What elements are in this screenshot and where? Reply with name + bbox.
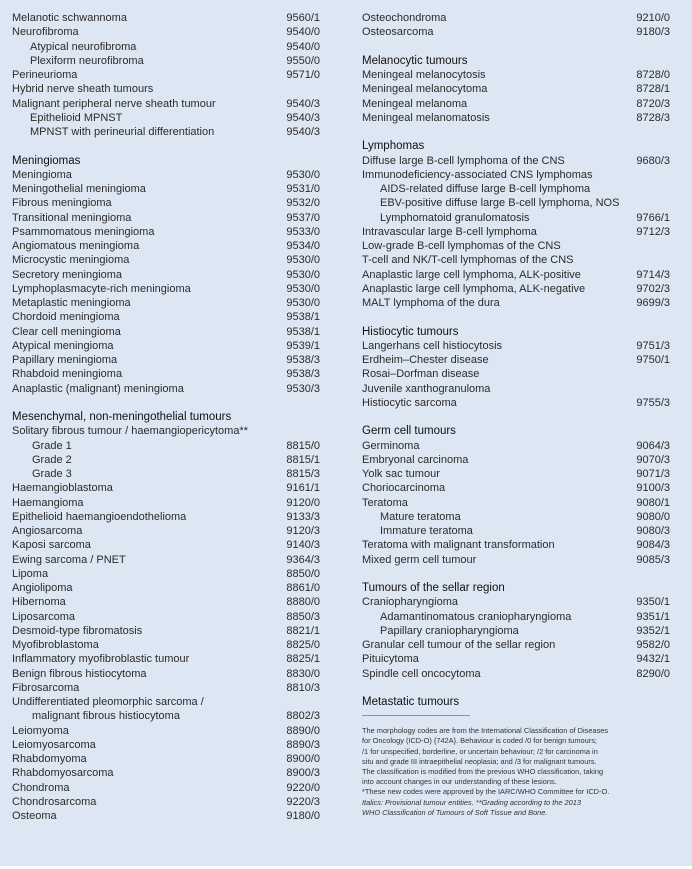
footnote-line: situ and grade III intraepithelial neoplasia; and /3 for malignant tumours. [362,756,597,766]
footnote-line: into account changes in our understanding of these lesions. [362,777,557,787]
tumour-entry [12,168,320,182]
tumour-entry [362,439,670,453]
icd-o-code: 9220/3 [286,795,320,808]
icd-o-code: 8815/1 [286,453,320,466]
icd-o-code: 8850/3 [286,610,320,623]
tumour-entry [12,567,320,581]
tumour-entry [12,581,320,595]
tumour-name: Atypical meningioma [12,339,114,352]
icd-o-code: 8728/3 [636,111,670,124]
footnote-line: Italics: Provisional tumour entities. **Grading according to the 2013 [362,797,581,807]
icd-o-code: 9540/3 [286,97,320,110]
tumour-name: Inflammatory myofibroblastic tumour [12,653,190,666]
icd-o-code: 9550/0 [286,54,320,67]
tumour-name: Spindle cell oncocytoma [362,667,481,680]
tumour-entry [12,239,320,253]
footnotes [362,726,670,818]
icd-o-code: 9100/3 [636,482,670,495]
section-heading [362,325,670,339]
section-heading-title: Mesenchymal, non-meningothelial tumours [12,411,232,423]
tumour-name: Immunodeficiency-associated CNS lymphomas [362,168,593,181]
tumour-entry [362,638,670,652]
section-heading [362,581,670,595]
footnote-line: WHO Classification of Tumours of Soft Tissue and Bone. [362,807,548,817]
tumour-entry [362,211,670,225]
tumour-entry [362,624,670,638]
icd-o-code: 9755/3 [636,396,670,409]
tumour-name: Langerhans cell histiocytosis [362,339,503,352]
tumour-entry [362,353,670,367]
icd-o-code: 9537/0 [286,211,320,224]
tumour-name: Chondroma [12,781,70,794]
tumour-entry [12,325,320,339]
tumour-entry [12,382,320,396]
icd-o-code: 8825/1 [286,653,320,666]
tumour-name: Rosai–Dorfman disease [362,368,480,381]
tumour-name: Anaplastic large cell lymphoma, ALK-negative [362,282,586,295]
tumour-name: Meningeal melanoma [362,97,468,110]
icd-o-code: 9571/0 [286,69,320,81]
tumour-entry [12,610,320,624]
tumour-name: Choriocarcinoma [362,482,446,495]
tumour-entry [362,367,670,381]
tumour-entry [362,553,670,567]
icd-o-code: 9352/1 [636,624,670,637]
section-spacer [362,125,670,139]
section-heading [362,54,670,68]
tumour-name: Fibrous meningioma [12,197,112,210]
tumour-name: Hibernoma [12,596,66,609]
tumour-name: Leiomyoma [12,724,69,737]
section-heading [12,154,320,168]
icd-o-code: 9364/3 [286,553,320,566]
icd-o-code: 9533/0 [286,225,320,238]
tumour-entry [12,638,320,652]
icd-o-code: 8815/3 [286,468,320,480]
tumour-entry [362,25,670,39]
tumour-entry [362,652,670,666]
icd-o-code: 9534/0 [286,240,320,252]
icd-o-code: 8728/0 [636,69,670,81]
tumour-name: Papillary craniopharyngioma [380,624,519,637]
tumour-name: Histiocytic sarcoma [362,396,457,409]
tumour-name: Hybrid nerve sheath tumours [12,83,154,96]
icd-o-code: 9133/3 [286,510,320,523]
icd-o-code: 8802/3 [286,710,320,723]
icd-o-code: 8821/1 [286,624,320,637]
tumour-name: Embryonal carcinoma [362,453,469,466]
footnote-line: The classification is modified from the previous WHO classification, taking [362,767,604,777]
tumour-entry [12,809,320,823]
icd-o-code: 9180/0 [286,810,320,822]
tumour-entry [362,168,670,182]
tumour-name: Adamantinomatous craniopharyngioma [380,610,572,623]
section-spacer [362,310,670,324]
tumour-entry [12,781,320,795]
icd-o-code: 9064/3 [636,439,670,452]
tumour-name: Desmoid-type fibromatosis [12,624,143,637]
icd-o-code: 9180/3 [636,26,670,39]
tumour-entry [12,424,320,438]
tumour-name: malignant fibrous histiocytoma [32,710,180,723]
tumour-name: Meningioma [12,168,72,181]
tumour-name: Meningeal melanomatosis [362,111,490,124]
tumour-entry [362,396,670,410]
tumour-name: Psammomatous meningioma [12,225,155,238]
icd-o-code: 8728/1 [636,83,670,96]
tumour-entry [362,382,670,396]
tumour-name: Malignant peripheral nerve sheath tumour [12,97,216,110]
icd-o-code: 9751/3 [636,339,670,352]
section-heading-title: Germ cell tumours [362,425,456,438]
icd-o-code: 9538/3 [286,354,320,366]
section-spacer [12,396,320,410]
tumour-name: Grade 2 [32,453,72,466]
tumour-name: Benign fibrous histiocytoma [12,667,147,680]
tumour-entry [362,154,670,168]
tumour-name: Granular cell tumour of the sellar region [362,639,556,651]
tumour-entry [362,296,670,310]
tumour-name: Diffuse large B-cell lymphoma of the CNS [362,154,565,167]
section-heading-title: Lymphomas [362,140,425,153]
icd-o-code: 9702/3 [636,282,670,295]
tumour-entry [12,766,320,780]
icd-o-code: 9538/1 [286,311,320,324]
tumour-name: Meningeal melanocytoma [362,83,488,96]
tumour-entry [12,310,320,324]
tumour-name: Immature teratoma [380,525,473,537]
tumour-entry [362,595,670,609]
tumour-name: T-cell and NK/T-cell lymphomas of the CNS [362,254,574,267]
tumour-name: Angiomatous meningioma [12,240,140,252]
tumour-entry [362,68,670,82]
tumour-name: Plexiform neurofibroma [30,54,144,67]
tumour-name: Osteoma [12,810,57,822]
tumour-entry [362,524,670,538]
tumour-name: Epithelioid MPNST [30,111,123,124]
section-heading-title: Meningiomas [12,154,81,167]
icd-o-code: 8720/3 [636,97,670,110]
icd-o-code: 9538/3 [286,368,320,381]
tumour-entry [362,510,670,524]
section-spacer [12,139,320,153]
tumour-entry [12,553,320,567]
icd-o-code: 9161/1 [286,482,320,495]
tumour-name: Lymphoplasmacyte-rich meningioma [12,282,191,295]
tumour-entry [362,481,670,495]
tumour-entry [362,182,670,196]
tumour-name: Haemangioblastoma [12,482,113,495]
tumour-entry [362,97,670,111]
icd-o-code: 9531/0 [286,183,320,195]
tumour-entry [12,439,320,453]
tumour-entry [362,239,670,253]
tumour-entry [12,624,320,638]
footnote-line: /1 for unspecified, borderline, or uncertain behaviour; /2 for carcinoma in [362,746,598,756]
tumour-entry [12,738,320,752]
tumour-name: Perineurioma [12,69,78,81]
icd-o-code: 9071/3 [636,468,670,480]
tumour-name: Juvenile xanthogranuloma [362,382,491,395]
icd-o-code: 9750/1 [636,354,670,366]
tumour-entry [12,296,320,310]
tumour-name: Meningothelial meningioma [12,183,146,195]
tumour-name: Myofibroblastoma [12,639,99,651]
tumour-name: Metaplastic meningioma [12,297,131,309]
tumour-name: Intravascular large B-cell lymphoma [362,225,537,238]
icd-o-code: 9432/1 [636,653,670,666]
tumour-name: MALT lymphoma of the dura [362,297,500,309]
tumour-name: Osteosarcoma [362,26,434,39]
tumour-entry [362,268,670,282]
icd-o-code: 9070/3 [636,453,670,466]
tumour-entry [12,25,320,39]
icd-o-code: 8900/0 [286,753,320,765]
tumour-name: Chondrosarcoma [12,795,97,808]
section-heading-title: Histiocytic tumours [362,325,459,338]
tumour-entry [12,353,320,367]
icd-o-code: 9539/1 [286,339,320,352]
tumour-entry [12,82,320,96]
tumour-name: Mature teratoma [380,510,461,523]
icd-o-code: 8861/0 [286,582,320,594]
tumour-name: Rhabdoid meningioma [12,368,123,381]
icd-o-code: 9120/0 [286,496,320,509]
tumour-name: Atypical neurofibroma [30,40,137,53]
icd-o-code: 9140/3 [286,539,320,552]
icd-o-code: 9530/0 [286,254,320,267]
tumour-entry [12,681,320,695]
icd-o-code: 9714/3 [636,268,670,281]
tumour-entry [362,196,670,210]
icd-o-code: 9530/0 [286,282,320,295]
tumour-name: Melanotic schwannoma [12,12,127,24]
icd-o-code: 8890/0 [286,724,320,737]
icd-o-code: 9080/1 [636,496,670,509]
icd-o-code: 9080/3 [636,525,670,537]
section-heading [362,139,670,153]
tumour-entry [362,453,670,467]
tumour-entry [12,97,320,111]
tumour-entry [362,82,670,96]
tumour-name: Lipoma [12,567,49,580]
tumour-entry [12,282,320,296]
tumour-entry [12,652,320,666]
tumour-entry [12,752,320,766]
tumour-name: Liposarcoma [12,610,75,623]
tumour-name: Anaplastic large cell lymphoma, ALK-positive [362,268,581,281]
tumour-name: Ewing sarcoma / PNET [12,553,126,566]
icd-o-code: 8850/0 [286,567,320,580]
icd-o-code: 8290/0 [636,667,670,680]
icd-o-code: 9530/0 [286,168,320,181]
icd-o-code: 9120/3 [286,525,320,537]
tumour-name: EBV-positive diffuse large B-cell lymphoma, NOS [380,197,620,210]
tumour-name: Anaplastic (malignant) meningioma [12,382,184,395]
tumour-name: Fibrosarcoma [12,681,80,694]
icd-o-code: 9084/3 [636,539,670,552]
tumour-entry [362,467,670,481]
icd-o-code: 9680/3 [636,154,670,167]
section-spacer [362,567,670,581]
tumour-name: Undifferentiated pleomorphic sarcoma / [12,696,204,708]
tumour-entry [12,211,320,225]
tumour-name: Teratoma [362,496,408,509]
icd-o-code: 9532/0 [286,197,320,210]
tumour-entry [12,496,320,510]
tumour-entry [362,538,670,552]
icd-o-code: 9085/3 [636,553,670,566]
tumour-name: Craniopharyngioma [362,596,458,609]
tumour-name: Angiolipoma [12,582,73,594]
tumour-entry [12,709,320,723]
section-heading [12,410,320,424]
tumour-entry [12,467,320,481]
tumour-entry [12,268,320,282]
tumour-entry [362,610,670,624]
icd-o-code: 9351/1 [636,610,670,623]
tumour-name: Microcystic meningioma [12,254,130,267]
tumour-entry [12,11,320,25]
tumour-name: MPNST with perineurial differentiation [30,126,215,138]
tumour-name: Rhabdomyosarcoma [12,767,114,780]
tumour-name: Mixed germ cell tumour [362,553,477,566]
tumour-entry [12,225,320,239]
tumour-entry [12,40,320,54]
tumour-name: Chordoid meningioma [12,311,120,324]
icd-o-code: 8890/3 [286,738,320,751]
tumour-name: Pituicytoma [362,653,419,666]
tumour-entry [12,795,320,809]
tumour-entry [362,667,670,681]
tumour-name: Low-grade B-cell lymphomas of the CNS [362,240,561,252]
tumour-name: Osteochondroma [362,12,447,24]
tumour-name: Yolk sac tumour [362,468,440,480]
tumour-entry [12,339,320,353]
tumour-entry [12,481,320,495]
icd-o-code: 9210/0 [636,12,670,24]
tumour-name: Rhabdomyoma [12,753,87,765]
icd-o-code: 9766/1 [636,211,670,224]
tumour-entry [362,282,670,296]
icd-o-code: 8810/3 [286,681,320,694]
tumour-name: Transitional meningioma [12,211,132,224]
section-heading [362,695,670,709]
tumour-entry [12,182,320,196]
icd-o-code: 9540/0 [286,40,320,53]
tumour-entry [12,538,320,552]
tumour-name: Erdheim–Chester disease [362,354,489,366]
tumour-name: Teratoma with malignant transformation [362,539,555,552]
tumour-name: Clear cell meningioma [12,325,121,338]
section-spacer [362,40,670,54]
tumour-entry [362,11,670,25]
section-heading-title: Tumours of the sellar region [362,582,505,594]
section-heading-title: Metastatic tumours [362,696,460,708]
tumour-name: AIDS-related diffuse large B-cell lymphoma [380,183,591,195]
tumour-entry [12,510,320,524]
icd-o-code: 9540/3 [286,126,320,138]
icd-o-code: 9699/3 [636,297,670,309]
footnote-line: for Oncology (ICD-O) {742A}. Behaviour is coded /0 for benign tumours; [362,736,597,746]
tumour-entry [12,196,320,210]
tumour-entry [12,253,320,267]
tumour-name: Angiosarcoma [12,525,83,537]
right-column-entries [362,11,670,709]
icd-o-code: 9538/1 [286,325,320,338]
tumour-entry [12,695,320,709]
icd-o-code: 9540/0 [286,26,320,39]
tumour-entry [12,453,320,467]
tumour-entry [12,595,320,609]
tumour-entry [362,225,670,239]
tumour-name: Haemangioma [12,496,84,509]
footnote-line: The morphology codes are from the International Classification of Diseases [362,726,609,736]
tumour-entry [12,111,320,125]
icd-o-code: 8900/3 [286,767,320,780]
icd-o-code: 9530/0 [286,297,320,309]
tumour-name: Epithelioid haemangioendothelioma [12,510,187,523]
tumour-name: Papillary meningioma [12,354,118,366]
tumour-entry [12,125,320,139]
tumour-name: Grade 1 [32,439,72,452]
icd-o-code: 9560/1 [286,12,320,24]
section-heading [362,424,670,438]
right-column [362,11,670,818]
tumour-name: Meningeal melanocytosis [362,69,486,81]
tumour-entry [362,253,670,267]
left-column [12,11,320,823]
icd-o-code: 8830/0 [286,667,320,680]
icd-o-code: 8880/0 [286,596,320,609]
tumour-entry [12,524,320,538]
icd-o-code: 9540/3 [286,111,320,124]
tumour-entry [12,367,320,381]
notes-divider [362,715,470,716]
tumour-entry [12,54,320,68]
section-spacer [362,681,670,695]
icd-o-code: 9220/0 [286,781,320,794]
icd-o-code: 9350/1 [636,596,670,609]
tumour-entry [12,724,320,738]
tumour-name: Solitary fibrous tumour / haemangiopericytoma** [12,425,249,438]
icd-o-code: 9080/0 [636,510,670,523]
icd-o-code: 9530/3 [286,382,320,395]
tumour-entry [12,68,320,82]
icd-o-code: 8815/0 [286,439,320,452]
tumour-name: Germinoma [362,439,420,452]
tumour-name: Grade 3 [32,468,72,480]
tumour-entry [362,496,670,510]
tumour-name: Secretory meningioma [12,268,123,281]
section-heading-title: Melanocytic tumours [362,54,468,67]
tumour-name: Kaposi sarcoma [12,539,91,552]
tumour-name: Neurofibroma [12,26,79,39]
tumour-entry [12,667,320,681]
tumour-entry [362,111,670,125]
tumour-name: Leiomyosarcoma [12,738,96,751]
icd-o-code: 8825/0 [286,639,320,651]
icd-o-code: 9530/0 [286,268,320,281]
icd-o-code: 9712/3 [636,225,670,238]
footnote-line: *These new codes were approved by the IARC/WHO Committee for ICD-O. [362,787,610,797]
tumour-entry [362,339,670,353]
icd-o-code: 9582/0 [636,639,670,651]
tumour-name: Lymphomatoid granulomatosis [380,211,530,224]
section-spacer [362,410,670,424]
